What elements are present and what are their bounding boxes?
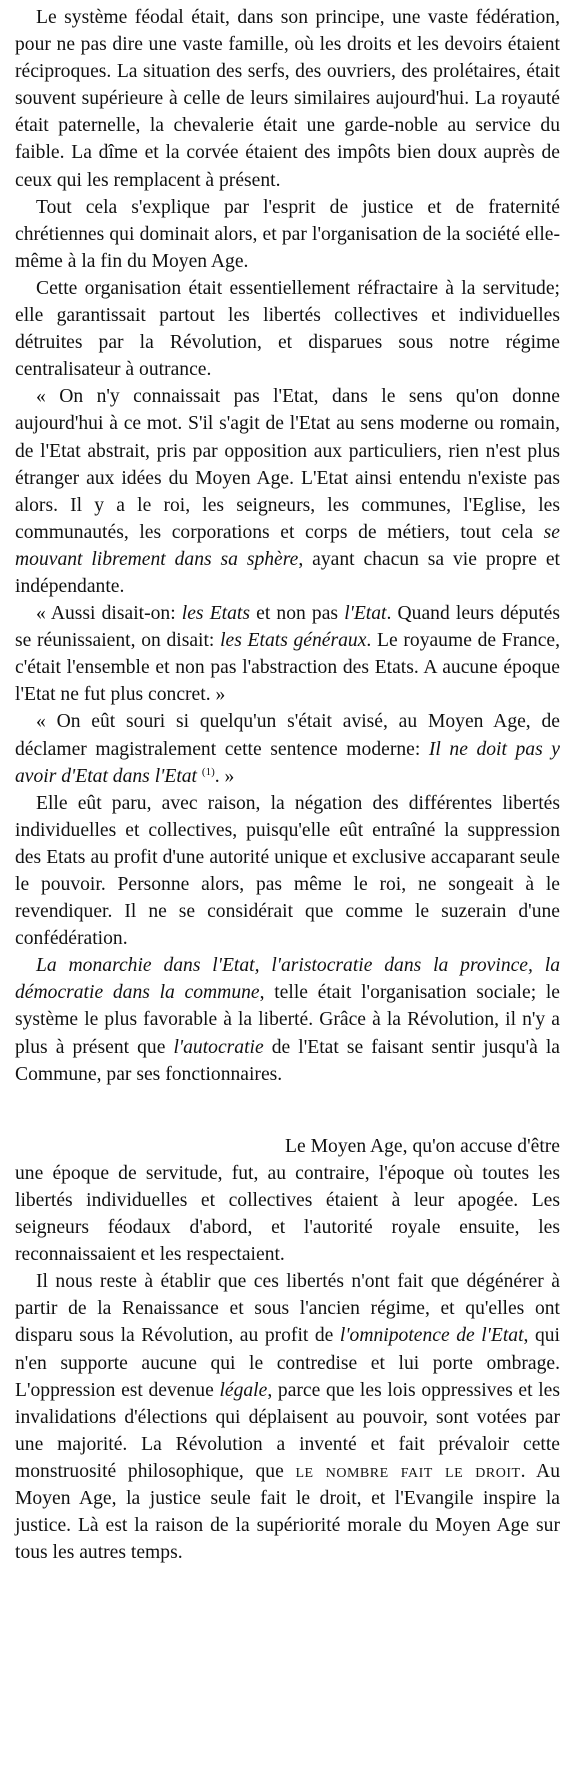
text-run: Tout cela s'explique par l'esprit de justice et de fraternité chrétiennes qui dominait alors, et par l'organisation de la société elle-même à la fin du Moyen Age.	[15, 196, 560, 272]
paragraph	[15, 194, 560, 275]
italic-text: l'Etat	[344, 603, 387, 625]
italic-text: les Etats	[181, 603, 250, 625]
italic-text: l'omnipotence de l'Etat	[339, 1325, 524, 1347]
small-caps-text: le nombre fait le droit	[295, 1460, 521, 1482]
paragraph	[15, 275, 560, 383]
text-run: et non pas	[249, 603, 345, 625]
page-text-body	[15, 4, 560, 1566]
text-run: . Le royaume de France, c'était l'ensemble et non pas l'abstraction des Etats. A aucune époque l'Etat ne fut plus concret. »	[15, 630, 561, 706]
footnote-marker: (1)	[201, 765, 215, 778]
text-run: . Quand leurs députés se réunissaient, on disait:	[15, 603, 560, 652]
text-run: , ayant chacun sa vie propre et indépendante.	[15, 548, 560, 597]
text-run: Le Moyen Age, qu'on accuse d'être une époque de servitude, fut, au contraire, l'époque où toutes les libertés individuelles et collectives étaient à leur apogée. Les seigneurs féodaux d'abord, et l'autorité royale ensuite, les reconnaissaient et les respectaient.	[15, 1135, 560, 1266]
paragraph	[15, 708, 560, 789]
italic-text: La monarchie dans l'Etat, l'aristocratie dans la province, la démocratie dans la commune	[15, 955, 560, 1004]
text-run: . »	[214, 765, 235, 787]
text-run: Il nous reste à établir que ces libertés n'ont fait que dégénérer à partir de la Renaissance et sous l'ancien régime, et qu'elles ont disparu sous la Révolution, au profit de	[15, 1271, 560, 1347]
text-run: , qui n'en supporte aucune qui le contredise et lui porte ombrage. L'oppression est devenue	[15, 1325, 561, 1401]
italic-text: légale	[219, 1379, 268, 1401]
paragraph	[15, 383, 560, 600]
text-run: « On eût souri si quelqu'un s'était avisé, au Moyen Age, de déclamer magistralement cette sentence moderne:	[15, 711, 560, 760]
paragraph	[15, 952, 560, 1087]
text-run: , parce que les lois oppressives et les invalidations d'élections qui déplaisent au pouvoir, sont votées par une majorité. La Révolution a inventé et fait prévaloir cette monstruosité philosophique, que	[15, 1379, 561, 1482]
text-run: Elle eût paru, avec raison, la négation des différentes libertés individuelles et collectives, puisqu'elle eût entraîné la suppression des Etats au profit d'une autorité unique et exclusive accaparant seule le pouvoir. Personne alors, pas même le roi, ne songeait à le revendiquer. Il ne se considérait que comme le suzerain d'une confédération.	[15, 792, 560, 950]
italic-text: se mouvant librement dans sa sphère	[15, 521, 560, 570]
text-run: de l'Etat se faisant sentir jusqu'à la Commune, par ses fonctionnaires.	[15, 1036, 561, 1085]
text-run: . Au Moyen Age, la justice seule fait le droit, et l'Evangile inspire la justice. Là est la raison de la supériorité morale du Moyen Age sur tous les autres temps.	[15, 1460, 560, 1564]
text-run: , telle était l'organisation sociale; le système le plus favorable à la liberté. Grâce à la Révolution, il n'y a plus à présent que	[15, 982, 560, 1058]
italic-text: les Etats généraux	[220, 630, 367, 652]
paragraph	[15, 790, 560, 953]
text-run: Cette organisation était essentiellement réfractaire à la servitude; elle garantissait partout les libertés collectives et individuelles détruites par la Révolution, et disparues sous notre régime centralisateur à outrance.	[15, 277, 560, 381]
text-run: « On n'y connaissait pas l'Etat, dans le sens qu'on donne aujourd'hui à ce mot. S'il s'agit de l'Etat au sens moderne ou romain, de l'Etat abstrait, pris par opposition aux particuliers, rien n'est plus étranger aux idées du Moyen Age. L'Etat ainsi entendu n'existe pas alors. Il y a le roi, les seigneurs, les communes, l'Eglise, les communautés, les corporations et corps de métiers, tout cela	[15, 386, 560, 543]
paragraph	[15, 4, 560, 194]
italic-text: Il ne doit pas y avoir d'Etat dans l'Etat	[15, 738, 560, 787]
italic-text: l'autocratie	[173, 1036, 264, 1058]
text-run: « Aussi disait-on:	[36, 603, 182, 625]
text-run: Le système féodal était, dans son principe, une vaste fédération, pour ne pas dire une vaste famille, où les droits et les devoirs étaient réciproques. La situation des serfs, des ouvriers, des prolétaires, était souvent supérieure à celle de leurs similaires aujourd'hui. La royauté était paternelle, la chevalerie était une garde-noble au service du faible. La dîme et la corvée étaient des impôts bien doux auprès de ceux qui les remplacent à présent.	[15, 7, 560, 191]
paragraph	[15, 1268, 560, 1566]
paragraph	[15, 1133, 560, 1268]
paragraph	[15, 600, 560, 708]
